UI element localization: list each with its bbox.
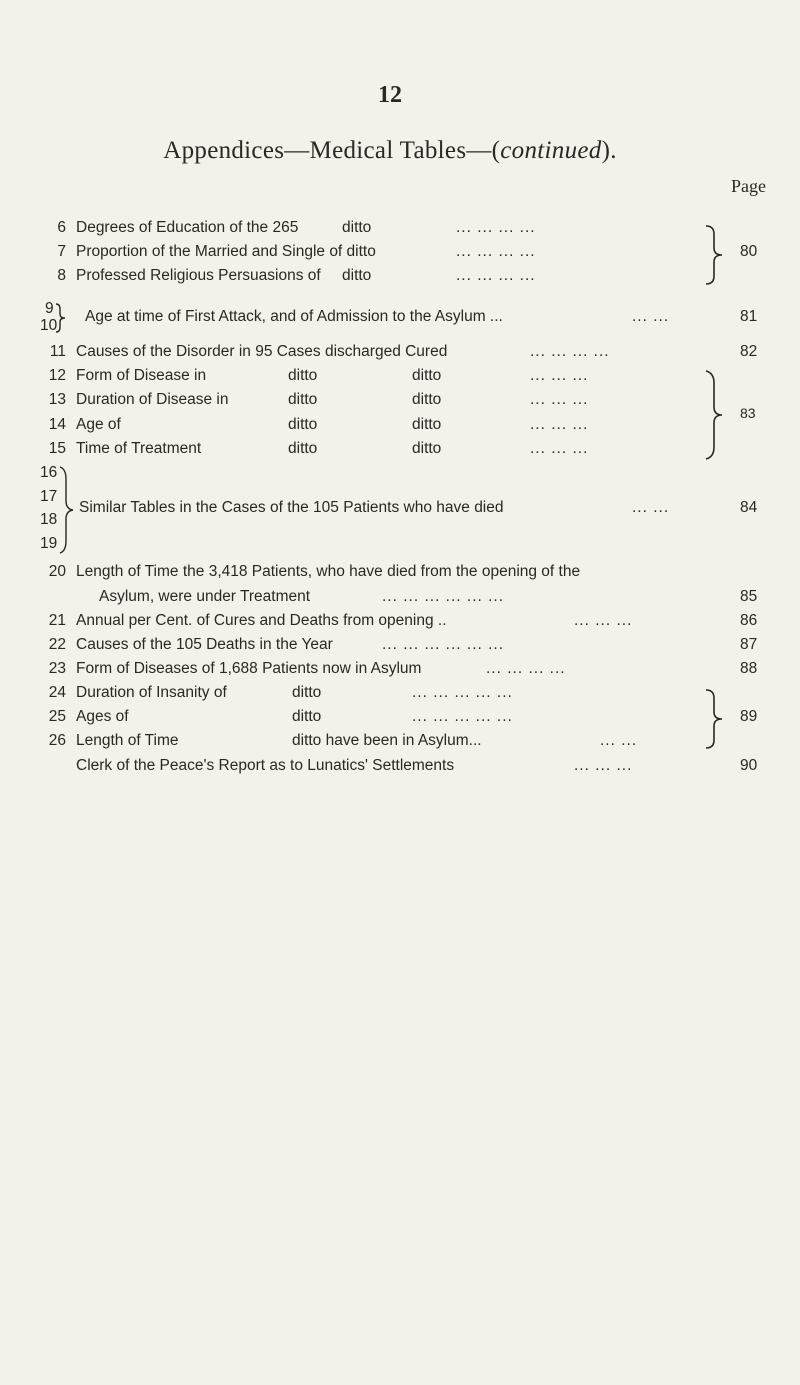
row-number: 7 xyxy=(57,243,66,260)
row-ditto: ditto xyxy=(292,708,322,725)
row-ditto: ditto xyxy=(342,219,372,236)
row-text: Age of xyxy=(76,416,121,433)
row-number: 23 xyxy=(48,660,66,677)
row-number: 17 xyxy=(40,488,58,505)
row-text-continued: Asylum, were under Treatment xyxy=(99,588,311,605)
row-text: Length of Time the 3,418 Patients, who have died from the opening of the xyxy=(76,563,581,580)
row-ditto: ditto xyxy=(288,440,318,457)
row-number: 12 xyxy=(48,367,66,384)
heading-end: ). xyxy=(601,137,617,164)
row-dots: ... ... ... ... xyxy=(530,343,610,360)
row-number: 6 xyxy=(57,219,66,236)
row-dots: ... ... ... ... ... xyxy=(412,684,513,701)
row-number: 8 xyxy=(57,267,66,284)
row-text: Annual per Cent. of Cures and Deaths from opening .. xyxy=(76,612,447,629)
row-dots: ... ... ... xyxy=(574,612,633,629)
row-text: Age at time of First Attack, and of Admission to the Asylum ... xyxy=(85,308,503,325)
row-dots: ... ... ... ... xyxy=(456,267,536,284)
row-number: 25 xyxy=(48,708,66,725)
page-ref: 86 xyxy=(740,612,758,629)
row-text: Degrees of Education of the 265 xyxy=(76,219,299,236)
row-ditto: ditto xyxy=(412,416,442,433)
row-text: Similar Tables in the Cases of the 105 Patients who have died xyxy=(79,499,504,516)
row-dots: ... ... ... ... xyxy=(486,660,566,677)
row-text: Causes of the Disorder in 95 Cases discharged Cured xyxy=(76,343,448,360)
row-dots: ... ... ... xyxy=(530,391,589,408)
right-brace xyxy=(704,220,726,290)
row-text: Proportion of the Married and Single of ditto xyxy=(76,243,376,260)
row-number: 14 xyxy=(48,416,66,433)
page-ref: 83 xyxy=(740,405,756,421)
row-ditto: ditto have been in Asylum... xyxy=(292,732,482,749)
row-dots: ... ... ... ... xyxy=(456,243,536,260)
heading-continued: continued xyxy=(500,137,602,164)
right-brace xyxy=(704,684,726,754)
row-dots: ... ... ... ... ... xyxy=(412,708,513,725)
row-dots: ... ... xyxy=(632,499,670,516)
row-number: 9 xyxy=(45,300,54,317)
row-number: 19 xyxy=(40,535,58,552)
row-dots: ... ... ... ... xyxy=(456,219,536,236)
row-number: 10 xyxy=(40,317,58,334)
row-text: Causes of the 105 Deaths in the Year xyxy=(76,636,333,653)
row-dots: ... ... xyxy=(600,732,638,749)
row-text: Time of Treatment xyxy=(76,440,202,457)
row-dots: ... ... ... xyxy=(574,757,633,774)
heading-main: Appendices—Medical Tables—( xyxy=(163,137,501,164)
right-brace xyxy=(704,367,726,463)
row-text: Ages of xyxy=(76,708,129,725)
row-number: 16 xyxy=(40,464,58,481)
page-ref: 87 xyxy=(740,636,758,653)
row-ditto: ditto xyxy=(288,367,318,384)
page-ref: 88 xyxy=(740,660,758,677)
row-number: 24 xyxy=(48,684,66,701)
row-dots: ... ... ... ... ... ... xyxy=(382,636,505,653)
row-text: Duration of Insanity of xyxy=(76,684,227,701)
row-number: 20 xyxy=(48,563,66,580)
row-ditto: ditto xyxy=(292,684,322,701)
page-ref: 80 xyxy=(740,243,758,260)
row-text: Form of Diseases of 1,688 Patients now in Asylum xyxy=(76,660,422,677)
page-ref: 90 xyxy=(740,757,758,774)
row-dots: ... ... ... xyxy=(530,367,589,384)
row-number: 15 xyxy=(48,440,66,457)
row-number: 18 xyxy=(40,511,58,528)
row-number: 26 xyxy=(48,732,66,749)
row-dots: ... ... ... xyxy=(530,416,589,433)
row-text: Professed Religious Persuasions of xyxy=(76,267,321,284)
page-ref: 82 xyxy=(740,343,758,360)
right-brace xyxy=(58,465,76,555)
right-brace xyxy=(54,302,68,334)
row-ditto: ditto xyxy=(288,391,318,408)
row-number: 21 xyxy=(48,612,66,629)
page-heading xyxy=(0,137,780,165)
page-ref: 89 xyxy=(740,708,758,725)
page-ref: 85 xyxy=(740,588,758,605)
row-text: Length of Time xyxy=(76,732,179,749)
row-dots: ... ... xyxy=(632,308,670,325)
row-ditto: ditto xyxy=(288,416,318,433)
row-text: Form of Disease in xyxy=(76,367,207,384)
row-number: 13 xyxy=(48,391,66,408)
row-text: Duration of Disease in xyxy=(76,391,229,408)
row-dots: ... ... ... ... ... ... xyxy=(382,588,505,605)
page-ref: 84 xyxy=(740,499,758,516)
row-ditto: ditto xyxy=(412,367,442,384)
row-number: 11 xyxy=(49,343,66,360)
row-ditto: ditto xyxy=(412,391,442,408)
row-number: 22 xyxy=(48,636,66,653)
row-ditto: ditto xyxy=(412,440,442,457)
page-number: 12 xyxy=(378,82,402,108)
row-text: Clerk of the Peace's Report as to Lunatics' Settlements xyxy=(76,757,455,774)
row-ditto: ditto xyxy=(342,267,372,284)
page-column-label: Page xyxy=(731,176,766,196)
page-ref: 81 xyxy=(740,308,758,325)
row-dots: ... ... ... xyxy=(530,440,589,457)
